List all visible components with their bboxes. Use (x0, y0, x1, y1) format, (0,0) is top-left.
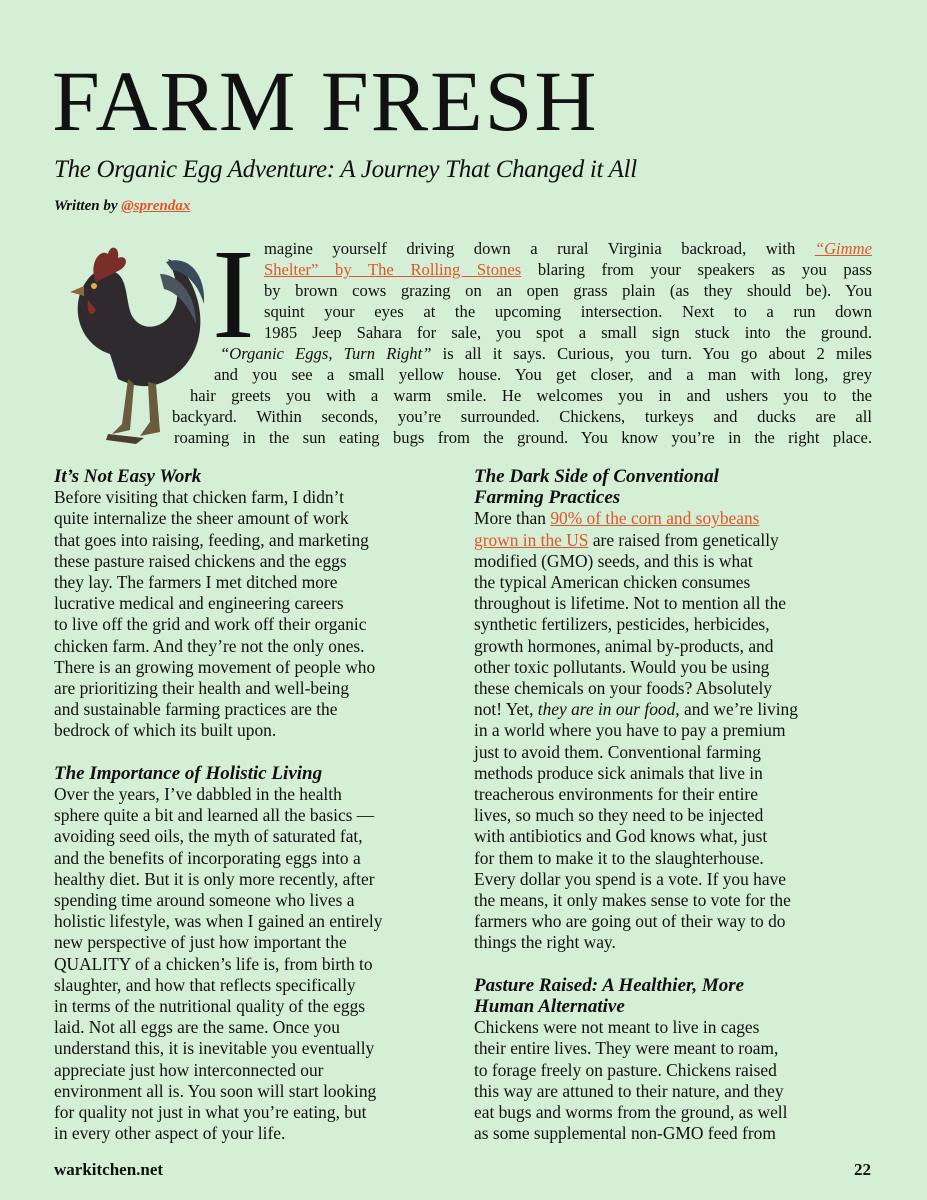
body-line: bedrock of which its built upon. (54, 720, 277, 741)
body-line: for quality not just in what you’re eating, but (54, 1102, 367, 1123)
drop-cap: I (212, 223, 255, 365)
body-line: farmers who are going out of their way to do (474, 911, 786, 932)
body-line: slaughter, and how that reflects specifically (54, 974, 356, 995)
body-line: Every dollar you spend is a vote. If you have (474, 868, 786, 889)
body-line: these pasture raised chickens and the eggs (54, 550, 347, 571)
body-line: quite internalize the sheer amount of work (54, 508, 349, 529)
section-heading-continued: Farming Practices (474, 487, 621, 509)
body-line: their entire lives. They were meant to roam, (474, 1038, 779, 1059)
body-line: the means, it only makes sense to vote for the (474, 890, 791, 911)
body-line: throughout is lifetime. Not to mention all the (474, 593, 787, 614)
section-heading: It’s Not Easy Work (54, 466, 202, 487)
intro-line: by brown cows grazing on an open grass plain (as they should be). You (264, 281, 872, 300)
intro-line: Shelter” by The Rolling Stones blaring from your speakers as you pass (264, 260, 872, 279)
body-line: things the right way. (474, 932, 616, 953)
body-line: QUALITY of a chicken’s life is, from birth to (54, 953, 373, 974)
body-line: grown in the US are raised from genetically (474, 529, 779, 550)
article-title: FARM FRESH (52, 53, 599, 149)
section-heading: Pasture Raised: A Healthier, More (474, 974, 745, 996)
body-line: to live off the grid and work off their organic (54, 614, 367, 635)
body-line: that goes into raising, feeding, and marketing (54, 529, 369, 550)
body-line: just to avoid them. Conventional farming (474, 741, 761, 762)
gmo-stat-link[interactable]: 90% of the corn and soybeans (550, 508, 760, 529)
body-line: in terms of the nutritional quality of the eggs (54, 996, 366, 1017)
body-line: methods produce sick animals that live in (474, 762, 763, 783)
body-line: new perspective of just how important the (54, 932, 347, 953)
article-subtitle: The Organic Egg Adventure: A Journey That Changed it All (54, 156, 637, 183)
body-line: and the benefits of incorporating eggs into a (54, 847, 361, 868)
gmo-stat-link-continued[interactable]: grown in the US (474, 529, 589, 550)
body-line: modified (GMO) seeds, and this is what (474, 550, 753, 571)
intro-line: “Organic Eggs, Turn Right” is all it says. Curious, you turn. You go about 2 miles (220, 344, 873, 363)
section-heading: The Dark Side of Conventional (474, 466, 719, 487)
body-line: treacherous environments for their entire (474, 784, 758, 805)
song-link[interactable]: “Gimme (814, 239, 872, 258)
body-line: for them to make it to the slaughterhouse. (474, 847, 764, 868)
body-line: are prioritizing their health and well-being (54, 678, 350, 699)
body-line: these chemicals on your foods? Absolutely (474, 678, 772, 699)
body-line: environment all is. You soon will start looking (54, 1080, 377, 1101)
body-line: in every other aspect of your life. (54, 1123, 286, 1144)
body-line: chicken farm. And they’re not the only ones. (54, 635, 365, 656)
body-line: laid. Not all eggs are the same. Once you (54, 1017, 340, 1038)
body-line: other toxic pollutants. Would you be using (474, 656, 770, 677)
body-line: spending time around someone who lives a (54, 890, 355, 911)
footer-site: warkitchen.net (54, 1160, 164, 1179)
body-line: and sustainable farming practices are the (54, 699, 338, 720)
body-line: sphere quite a bit and learned all the basics — (54, 805, 375, 826)
body-line: Chickens were not meant to live in cages (474, 1017, 760, 1038)
body-line: healthy diet. But it is only more recently, after (54, 868, 375, 889)
intro-line: hair greets you with a warm smile. He welcomes you in and ushers you to the (190, 386, 872, 405)
intro-line: roaming in the sun eating bugs from the ground. You know you’re in the right place. (174, 428, 872, 447)
body-line: appreciate just how interconnected our (54, 1059, 324, 1080)
body-line: There is an growing movement of people who (54, 656, 376, 677)
body-line: with antibiotics and God knows what, just (474, 826, 768, 847)
body-line: understand this, it is inevitable you eventually (54, 1038, 375, 1059)
body-line: in a world where you have to pay a premium (474, 720, 786, 741)
body-line: lives, so much so they need to be injected (474, 805, 764, 826)
song-link-continued[interactable]: Shelter” by The Rolling Stones (264, 260, 522, 279)
intro-line: magine yourself driving down a rural Virginia backroad, with “Gimme (264, 239, 872, 258)
page-number: 22 (854, 1160, 871, 1179)
byline-prefix: Written by (54, 198, 122, 214)
body-line: the typical American chicken consumes (474, 572, 751, 593)
intro-line: backyard. Within seconds, you’re surrounded. Chickens, turkeys and ducks are all (172, 407, 872, 426)
body-line: to forage freely on pasture. Chickens raised (474, 1059, 777, 1080)
emphasis: they are in our food, (537, 699, 680, 720)
left-column (54, 466, 454, 1144)
body-line: not! Yet, they are in our food, and we’re living (474, 699, 798, 720)
intro-line: 1985 Jeep Sahara for sale, you spot a small sign stuck into the ground. (264, 323, 872, 342)
section-heading: The Importance of Holistic Living (54, 762, 323, 784)
intro-line: squint your eyes at the upcoming intersection. Next to a run down (264, 302, 872, 321)
body-line: lucrative medical and engineering careers (54, 593, 344, 614)
body-line: Before visiting that chicken farm, I didn’t (54, 487, 344, 508)
body-line: synthetic fertilizers, pesticides, herbicides, (474, 614, 770, 635)
body-line: they lay. The farmers I met ditched more (54, 572, 338, 593)
body-line: Over the years, I’ve dabbled in the health (54, 784, 342, 805)
body-line: growth hormones, animal by-products, and (474, 635, 774, 656)
body-line: avoiding seed oils, the myth of saturated fat, (54, 826, 363, 847)
body-line: holistic lifestyle, was when I gained an entirely (54, 911, 383, 932)
sign-quote: “Organic Eggs, Turn Right” (220, 344, 432, 363)
body-line: More than 90% of the corn and soybeans (474, 508, 760, 529)
body-line: eat bugs and worms from the ground, as well (474, 1102, 788, 1123)
section-heading-continued: Human Alternative (474, 996, 625, 1018)
right-column (474, 466, 874, 1144)
byline (54, 198, 190, 215)
intro-line: and you see a small yellow house. You get closer, and a man with long, grey (214, 365, 872, 384)
author-link[interactable]: @sprendax (121, 198, 191, 214)
body-line: this way are attuned to their nature, and they (474, 1080, 784, 1101)
body-line: as some supplemental non-GMO feed from (474, 1123, 776, 1144)
